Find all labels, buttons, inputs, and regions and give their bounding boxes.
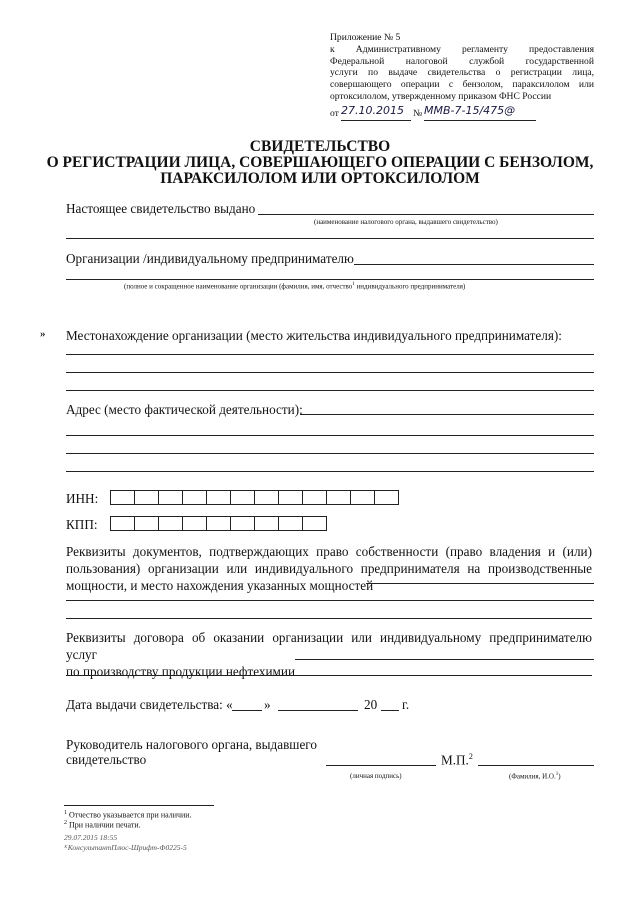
docs-line: Реквизиты документов, подтверждающих право собственности (право владения и (или)	[66, 544, 592, 559]
head-label-line2: свидетельство	[66, 752, 147, 767]
print-stamp-date: 29.07.2015 18:55	[64, 833, 118, 842]
contract-paragraph	[66, 629, 592, 680]
appendix-date: 27.10.2015	[341, 104, 404, 117]
appendix-title: Приложение № 5	[330, 32, 401, 43]
location-label: Местонахождение организации (место жительства индивидуального предпринимателя):	[66, 328, 562, 343]
docs-paragraph	[66, 543, 592, 594]
kpp-box[interactable]	[206, 516, 231, 531]
kpp-box[interactable]	[182, 516, 207, 531]
date-month-input[interactable]	[278, 710, 358, 711]
inn-box[interactable]	[302, 490, 327, 505]
appendix-number-prefix: №	[413, 108, 423, 119]
org-input-line[interactable]	[354, 264, 594, 265]
docs-input-line[interactable]	[366, 583, 594, 584]
docs-line: пользования) организации или индивидуального предпринимателя на производственные	[66, 561, 592, 576]
address-input-line[interactable]	[300, 414, 594, 415]
inn-box[interactable]	[110, 490, 135, 505]
docs-line: мощности, и место нахождения указанных мощностей	[66, 578, 374, 593]
contract-line: Реквизиты договора об оказании организации или индивидуальному предпринимателю услуг	[66, 630, 592, 662]
appendix-block	[330, 32, 594, 103]
doc-title-line2: О РЕГИСТРАЦИИ ЛИЦА, СОВЕРШАЮЩЕГО ОПЕРАЦИИ С БЕНЗОЛОМ,	[46, 154, 594, 171]
signature-input-line[interactable]	[326, 765, 436, 766]
org-label: Организации /индивидуальному предпринимателю	[66, 251, 354, 266]
kpp-boxes[interactable]	[110, 516, 332, 532]
date-quote-close: »	[264, 697, 271, 712]
address-label: Адрес (место фактической деятельности):	[66, 402, 303, 417]
date-day-input[interactable]	[232, 710, 262, 711]
kpp-box[interactable]	[158, 516, 183, 531]
org-caption: (полное и сокращенное наименование организации (фамилия, имя, отчество$^1$ индивидуального предпринимателя)	[124, 282, 466, 291]
kpp-box[interactable]	[230, 516, 255, 531]
footnote-2: $^2$ При наличии печати.	[64, 820, 141, 830]
inn-box[interactable]	[374, 490, 399, 505]
footnote-separator	[64, 805, 214, 806]
contract-input-line[interactable]	[295, 659, 594, 660]
kpp-box[interactable]	[134, 516, 159, 531]
margin-mark: »	[40, 328, 46, 340]
signature-caption: (личная подпись)	[350, 772, 402, 780]
head-label-line1: Руководитель налогового органа, выдавшего	[66, 737, 317, 752]
location-line-2[interactable]	[66, 372, 594, 373]
contract-line: по производству продукции нефтехимии	[66, 664, 296, 679]
doc-title-line3: ПАРАКСИЛОЛОМ ИЛИ ОРТОКСИЛОЛОМ	[160, 170, 480, 187]
contract-line-2[interactable]	[66, 675, 592, 676]
appendix-line: к Административному регламенту предоставления	[330, 43, 594, 55]
inn-box[interactable]	[350, 490, 375, 505]
inn-box[interactable]	[326, 490, 351, 505]
kpp-label: КПП:	[66, 517, 98, 532]
footnote-1: $^1$ Отчество указывается при наличии.	[64, 810, 192, 820]
appendix-line: совершающего операции с бензолом, параксилолом или	[330, 79, 594, 91]
inn-label: ИНН:	[66, 491, 99, 506]
location-line-1[interactable]	[66, 354, 594, 355]
address-line-2[interactable]	[66, 435, 594, 436]
kpp-box[interactable]	[110, 516, 135, 531]
doc-title-line1: СВИДЕТЕЛЬСТВО	[249, 138, 391, 155]
date-year-suffix: г.	[402, 697, 410, 712]
appendix-line: Федеральной налоговой службой государственной	[330, 55, 594, 67]
appendix-line: услуги по выдаче свидетельства о регистрации лица,	[330, 67, 594, 79]
issued-label: Настоящее свидетельство выдано	[66, 201, 256, 216]
kpp-box[interactable]	[278, 516, 303, 531]
appendix-from-prefix: от	[330, 108, 339, 119]
date-year-prefix: 20	[364, 697, 378, 712]
appendix-line: ортоксилолом, утвержденному приказом ФНС России	[330, 90, 552, 102]
mp-label: М.П.$^2$	[441, 752, 473, 768]
inn-box[interactable]	[182, 490, 207, 505]
inn-box[interactable]	[230, 490, 255, 505]
inn-box[interactable]	[254, 490, 279, 505]
print-stamp-source: ᴷКонсультантПлюс-Шрифт-Ф0225-5	[64, 843, 187, 852]
inn-box[interactable]	[158, 490, 183, 505]
inn-boxes[interactable]	[110, 490, 402, 506]
inn-box[interactable]	[278, 490, 303, 505]
location-line-3[interactable]	[66, 390, 594, 391]
issued-caption: (наименование налогового органа, выдавшего свидетельство)	[314, 218, 498, 226]
inn-box[interactable]	[134, 490, 159, 505]
inn-box[interactable]	[206, 490, 231, 505]
issued-input-line[interactable]	[258, 214, 594, 215]
issued-input-line-2[interactable]	[66, 238, 594, 239]
name-caption: (Фамилия, И.О.$^1$)	[509, 772, 561, 781]
docs-line-2[interactable]	[66, 600, 594, 601]
kpp-box[interactable]	[254, 516, 279, 531]
address-line-4[interactable]	[66, 471, 594, 472]
date-label: Дата выдачи свидетельства: «	[66, 697, 233, 712]
org-input-line-2[interactable]	[66, 279, 594, 280]
appendix-number: ММВ-7-15/475@	[424, 104, 516, 117]
date-year-input[interactable]	[381, 710, 399, 711]
name-input-line[interactable]	[478, 765, 594, 766]
docs-line-3[interactable]	[66, 618, 592, 619]
kpp-box[interactable]	[302, 516, 327, 531]
address-line-3[interactable]	[66, 453, 594, 454]
